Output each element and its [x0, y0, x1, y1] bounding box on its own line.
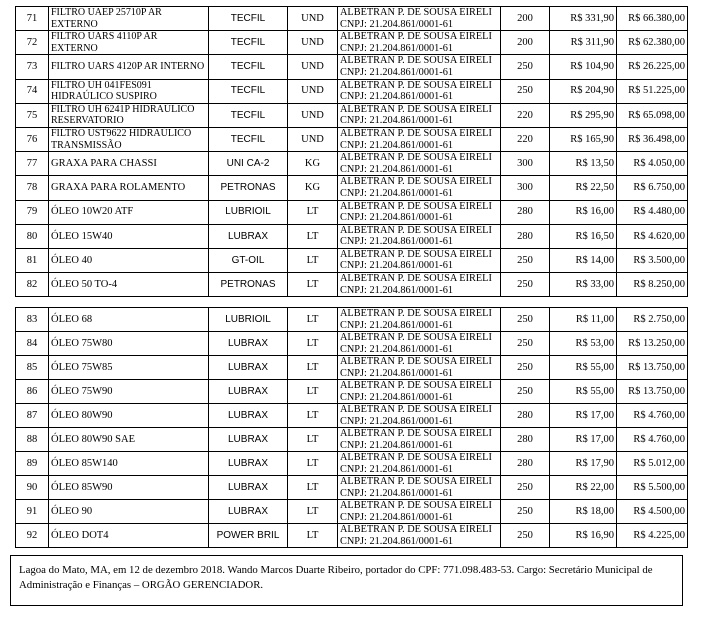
item-number: 80 [16, 224, 49, 248]
supplier-name: ALBETRAN P. DE SOUSA EIRELI [340, 79, 492, 91]
footer-text: Lagoa do Mato, MA, em 12 de dezembro 2018. Wando Marcos Duarte Ribeiro, portador do CPF: 771.098.483-53. Cargo: Secretário Municipal de Administração e Finanças – ORGÃO GERENCIADOR. [19, 564, 653, 591]
table-row [16, 476, 688, 500]
supplier-cnpj: CNPJ: 21.204.861/0001-61 [340, 415, 453, 427]
item-supplier [338, 152, 501, 176]
item-unit: LT [288, 200, 338, 224]
item-number: 89 [16, 452, 49, 476]
item-number: 73 [16, 55, 49, 79]
supplier-cnpj: CNPJ: 21.204.861/0001-61 [340, 343, 453, 355]
item-supplier [338, 7, 501, 31]
item-description: ÓLEO 40 [49, 248, 209, 272]
item-brand: LUBRAX [209, 476, 288, 500]
item-number: 87 [16, 404, 49, 428]
supplier-name: ALBETRAN P. DE SOUSA EIRELI [340, 332, 492, 343]
item-supplier [338, 79, 501, 103]
item-unit: LT [288, 308, 338, 332]
table-row [16, 103, 688, 127]
item-quantity: 250 [501, 79, 550, 103]
item-unit: UND [288, 31, 338, 55]
item-supplier [338, 404, 501, 428]
item-unit: LT [288, 224, 338, 248]
supplier-name: ALBETRAN P. DE SOUSA EIRELI [340, 176, 492, 188]
item-unit-price: R$ 165,90 [550, 127, 617, 151]
item-total: R$ 2.750,00 [617, 308, 688, 332]
item-quantity: 250 [501, 248, 550, 272]
item-supplier [338, 127, 501, 151]
item-total: R$ 36.498,00 [617, 127, 688, 151]
supplier-cnpj: CNPJ: 21.204.861/0001-61 [340, 139, 453, 151]
item-unit: UND [288, 79, 338, 103]
item-supplier [338, 103, 501, 127]
table-row [16, 500, 688, 524]
table-row [16, 176, 688, 200]
item-unit: UND [288, 55, 338, 79]
supplier-cnpj: CNPJ: 21.204.861/0001-61 [340, 463, 453, 475]
item-unit: LT [288, 452, 338, 476]
item-brand: TECFIL [209, 79, 288, 103]
item-description: ÓLEO 80W90 [49, 404, 209, 428]
item-quantity: 200 [501, 7, 550, 31]
item-brand: UNI CA-2 [209, 152, 288, 176]
item-brand: LUBRAX [209, 356, 288, 380]
item-brand: TECFIL [209, 7, 288, 31]
supplier-cnpj: CNPJ: 21.204.861/0001-61 [340, 18, 453, 30]
item-unit: LT [288, 273, 338, 297]
supplier-name: ALBETRAN P. DE SOUSA EIRELI [340, 273, 492, 285]
table-row [16, 308, 688, 332]
item-number: 74 [16, 79, 49, 103]
item-total: R$ 62.380,00 [617, 31, 688, 55]
item-supplier [338, 380, 501, 404]
items-table-2 [15, 307, 688, 548]
item-unit-price: R$ 331,90 [550, 7, 617, 31]
item-description: ÓLEO 50 TO-4 [49, 273, 209, 297]
item-total: R$ 51.225,00 [617, 79, 688, 103]
item-unit-price: R$ 17,90 [550, 452, 617, 476]
item-brand: PETRONAS [209, 273, 288, 297]
table-row [16, 152, 688, 176]
supplier-cnpj: CNPJ: 21.204.861/0001-61 [340, 91, 453, 103]
item-unit: UND [288, 103, 338, 127]
item-quantity: 280 [501, 224, 550, 248]
table-row [16, 273, 688, 297]
item-supplier [338, 356, 501, 380]
supplier-cnpj: CNPJ: 21.204.861/0001-61 [340, 115, 453, 127]
item-unit-price: R$ 295,90 [550, 103, 617, 127]
item-unit-price: R$ 22,50 [550, 176, 617, 200]
item-brand: LUBRAX [209, 380, 288, 404]
table-row [16, 224, 688, 248]
item-brand: TECFIL [209, 103, 288, 127]
item-description: ÓLEO 80W90 SAE [49, 428, 209, 452]
item-total: R$ 3.500,00 [617, 248, 688, 272]
item-quantity: 250 [501, 380, 550, 404]
supplier-name: ALBETRAN P. DE SOUSA EIRELI [340, 308, 492, 319]
item-total: R$ 13.750,00 [617, 380, 688, 404]
item-unit-price: R$ 22,00 [550, 476, 617, 500]
item-unit-price: R$ 204,90 [550, 79, 617, 103]
supplier-name: ALBETRAN P. DE SOUSA EIRELI [340, 524, 492, 535]
item-total: R$ 13.750,00 [617, 356, 688, 380]
item-supplier [338, 308, 501, 332]
item-brand: PETRONAS [209, 176, 288, 200]
item-quantity: 250 [501, 524, 550, 548]
item-description: ÓLEO DOT4 [49, 524, 209, 548]
supplier-cnpj: CNPJ: 21.204.861/0001-61 [340, 260, 453, 272]
item-description: ÓLEO 90 [49, 500, 209, 524]
item-total: R$ 26.225,00 [617, 55, 688, 79]
item-quantity: 250 [501, 332, 550, 356]
item-total: R$ 4.620,00 [617, 224, 688, 248]
item-brand: TECFIL [209, 127, 288, 151]
supplier-name: ALBETRAN P. DE SOUSA EIRELI [340, 103, 492, 115]
supplier-cnpj: CNPJ: 21.204.861/0001-61 [340, 163, 453, 175]
table-row [16, 452, 688, 476]
item-unit-price: R$ 53,00 [550, 332, 617, 356]
item-description: ÓLEO 85W140 [49, 452, 209, 476]
item-quantity: 200 [501, 31, 550, 55]
item-unit: LT [288, 428, 338, 452]
item-quantity: 250 [501, 273, 550, 297]
supplier-cnpj: CNPJ: 21.204.861/0001-61 [340, 236, 453, 248]
item-description: FILTRO UARS 4110P AR EXTERNO [49, 31, 209, 55]
item-supplier [338, 428, 501, 452]
item-total: R$ 5.500,00 [617, 476, 688, 500]
supplier-name: ALBETRAN P. DE SOUSA EIRELI [340, 55, 492, 67]
table-row [16, 200, 688, 224]
item-quantity: 250 [501, 308, 550, 332]
item-supplier [338, 31, 501, 55]
table-row [16, 524, 688, 548]
item-number: 86 [16, 380, 49, 404]
supplier-cnpj: CNPJ: 21.204.861/0001-61 [340, 391, 453, 403]
item-quantity: 280 [501, 200, 550, 224]
item-brand: LUBRAX [209, 452, 288, 476]
item-total: R$ 66.380,00 [617, 7, 688, 31]
item-unit-price: R$ 55,00 [550, 356, 617, 380]
table-row [16, 55, 688, 79]
item-total: R$ 4.760,00 [617, 428, 688, 452]
item-quantity: 220 [501, 103, 550, 127]
item-number: 84 [16, 332, 49, 356]
item-number: 88 [16, 428, 49, 452]
item-unit-price: R$ 16,00 [550, 200, 617, 224]
item-total: R$ 4.500,00 [617, 500, 688, 524]
item-number: 76 [16, 127, 49, 151]
item-unit-price: R$ 311,90 [550, 31, 617, 55]
supplier-cnpj: CNPJ: 21.204.861/0001-61 [340, 487, 453, 499]
item-quantity: 250 [501, 55, 550, 79]
item-supplier [338, 55, 501, 79]
item-description: GRAXA PARA ROLAMENTO [49, 176, 209, 200]
item-unit-price: R$ 55,00 [550, 380, 617, 404]
table-row [16, 404, 688, 428]
item-description: ÓLEO 68 [49, 308, 209, 332]
item-unit-price: R$ 18,00 [550, 500, 617, 524]
item-number: 92 [16, 524, 49, 548]
item-total: R$ 65.098,00 [617, 103, 688, 127]
item-unit: LT [288, 404, 338, 428]
item-total: R$ 5.012,00 [617, 452, 688, 476]
supplier-cnpj: CNPJ: 21.204.861/0001-61 [340, 212, 453, 224]
table-row [16, 7, 688, 31]
item-total: R$ 8.250,00 [617, 273, 688, 297]
item-brand: LUBRAX [209, 404, 288, 428]
item-supplier [338, 452, 501, 476]
item-description: FILTRO UARS 4120P AR INTERNO [49, 55, 209, 79]
item-unit-price: R$ 17,00 [550, 428, 617, 452]
item-brand: LUBRIOIL [209, 200, 288, 224]
supplier-name: ALBETRAN P. DE SOUSA EIRELI [340, 380, 492, 391]
table-row [16, 248, 688, 272]
supplier-name: ALBETRAN P. DE SOUSA EIRELI [340, 476, 492, 487]
supplier-name: ALBETRAN P. DE SOUSA EIRELI [340, 248, 492, 260]
item-supplier [338, 248, 501, 272]
item-supplier [338, 176, 501, 200]
table-row [16, 332, 688, 356]
table-row [16, 428, 688, 452]
item-brand: LUBRAX [209, 500, 288, 524]
item-unit: KG [288, 176, 338, 200]
supplier-name: ALBETRAN P. DE SOUSA EIRELI [340, 428, 492, 439]
item-number: 82 [16, 273, 49, 297]
item-supplier [338, 524, 501, 548]
item-quantity: 220 [501, 127, 550, 151]
item-unit-price: R$ 14,00 [550, 248, 617, 272]
supplier-cnpj: CNPJ: 21.204.861/0001-61 [340, 284, 453, 296]
item-number: 83 [16, 308, 49, 332]
supplier-name: ALBETRAN P. DE SOUSA EIRELI [340, 452, 492, 463]
item-unit-price: R$ 16,90 [550, 524, 617, 548]
item-unit-price: R$ 33,00 [550, 273, 617, 297]
supplier-cnpj: CNPJ: 21.204.861/0001-61 [340, 66, 453, 78]
supplier-cnpj: CNPJ: 21.204.861/0001-61 [340, 319, 453, 331]
item-quantity: 280 [501, 428, 550, 452]
item-unit: UND [288, 127, 338, 151]
item-total: R$ 4.050,00 [617, 152, 688, 176]
supplier-cnpj: CNPJ: 21.204.861/0001-61 [340, 439, 453, 451]
item-quantity: 300 [501, 152, 550, 176]
item-description: FILTRO UAEP 25710P AR EXTERNO [49, 7, 209, 31]
item-description: ÓLEO 75W85 [49, 356, 209, 380]
supplier-cnpj: CNPJ: 21.204.861/0001-61 [340, 42, 453, 54]
supplier-name: ALBETRAN P. DE SOUSA EIRELI [340, 128, 492, 140]
item-number: 72 [16, 31, 49, 55]
item-brand: POWER BRIL [209, 524, 288, 548]
item-unit-price: R$ 16,50 [550, 224, 617, 248]
supplier-name: ALBETRAN P. DE SOUSA EIRELI [340, 7, 492, 19]
supplier-cnpj: CNPJ: 21.204.861/0001-61 [340, 367, 453, 379]
item-description: FILTRO UST9622 HIDRAÚLICO TRANSMISSÃO [49, 127, 209, 151]
item-supplier [338, 476, 501, 500]
item-description: ÓLEO 75W80 [49, 332, 209, 356]
item-unit-price: R$ 11,00 [550, 308, 617, 332]
item-brand: TECFIL [209, 55, 288, 79]
supplier-cnpj: CNPJ: 21.204.861/0001-61 [340, 187, 453, 199]
item-total: R$ 4.225,00 [617, 524, 688, 548]
table-row [16, 380, 688, 404]
item-description: ÓLEO 85W90 [49, 476, 209, 500]
item-quantity: 250 [501, 500, 550, 524]
item-unit: LT [288, 332, 338, 356]
table-row [16, 356, 688, 380]
supplier-name: ALBETRAN P. DE SOUSA EIRELI [340, 404, 492, 415]
supplier-name: ALBETRAN P. DE SOUSA EIRELI [340, 500, 492, 511]
item-number: 85 [16, 356, 49, 380]
item-quantity: 300 [501, 176, 550, 200]
item-supplier [338, 200, 501, 224]
supplier-name: ALBETRAN P. DE SOUSA EIRELI [340, 200, 492, 212]
item-unit: LT [288, 500, 338, 524]
item-supplier [338, 224, 501, 248]
item-supplier [338, 500, 501, 524]
supplier-name: ALBETRAN P. DE SOUSA EIRELI [340, 31, 492, 43]
item-number: 75 [16, 103, 49, 127]
item-number: 77 [16, 152, 49, 176]
item-unit-price: R$ 13,50 [550, 152, 617, 176]
supplier-name: ALBETRAN P. DE SOUSA EIRELI [340, 356, 492, 367]
item-brand: LUBRIOIL [209, 308, 288, 332]
item-supplier [338, 273, 501, 297]
item-unit: LT [288, 476, 338, 500]
footer-note [10, 555, 683, 606]
item-total: R$ 6.750,00 [617, 176, 688, 200]
item-unit: LT [288, 248, 338, 272]
item-unit: LT [288, 380, 338, 404]
items-table-1 [15, 6, 688, 297]
item-unit: UND [288, 7, 338, 31]
item-unit: KG [288, 152, 338, 176]
item-number: 91 [16, 500, 49, 524]
item-quantity: 250 [501, 356, 550, 380]
table-row [16, 79, 688, 103]
item-unit: LT [288, 356, 338, 380]
item-number: 71 [16, 7, 49, 31]
item-description: GRAXA PARA CHASSI [49, 152, 209, 176]
supplier-cnpj: CNPJ: 21.204.861/0001-61 [340, 535, 453, 547]
item-total: R$ 4.760,00 [617, 404, 688, 428]
item-unit-price: R$ 17,00 [550, 404, 617, 428]
item-number: 79 [16, 200, 49, 224]
item-quantity: 250 [501, 476, 550, 500]
item-brand: TECFIL [209, 31, 288, 55]
item-brand: LUBRAX [209, 332, 288, 356]
table-row [16, 127, 688, 151]
item-brand: LUBRAX [209, 224, 288, 248]
item-total: R$ 4.480,00 [617, 200, 688, 224]
item-brand: GT-OIL [209, 248, 288, 272]
item-description: FILTRO UH 6241P HIDRAÚLICO RESERVATORIO [49, 103, 209, 127]
item-number: 81 [16, 248, 49, 272]
table-row [16, 31, 688, 55]
item-number: 90 [16, 476, 49, 500]
item-description: ÓLEO 10W20 ATF [49, 200, 209, 224]
item-brand: LUBRAX [209, 428, 288, 452]
supplier-name: ALBETRAN P. DE SOUSA EIRELI [340, 224, 492, 236]
item-supplier [338, 332, 501, 356]
supplier-cnpj: CNPJ: 21.204.861/0001-61 [340, 511, 453, 523]
item-description: ÓLEO 15W40 [49, 224, 209, 248]
item-total: R$ 13.250,00 [617, 332, 688, 356]
item-description: ÓLEO 75W90 [49, 380, 209, 404]
item-unit-price: R$ 104,90 [550, 55, 617, 79]
item-unit: LT [288, 524, 338, 548]
item-quantity: 280 [501, 452, 550, 476]
item-description: FILTRO UH 041FES091 HIDRAÚLICO SUSPIRO [49, 79, 209, 103]
item-quantity: 280 [501, 404, 550, 428]
item-number: 78 [16, 176, 49, 200]
supplier-name: ALBETRAN P. DE SOUSA EIRELI [340, 152, 492, 164]
